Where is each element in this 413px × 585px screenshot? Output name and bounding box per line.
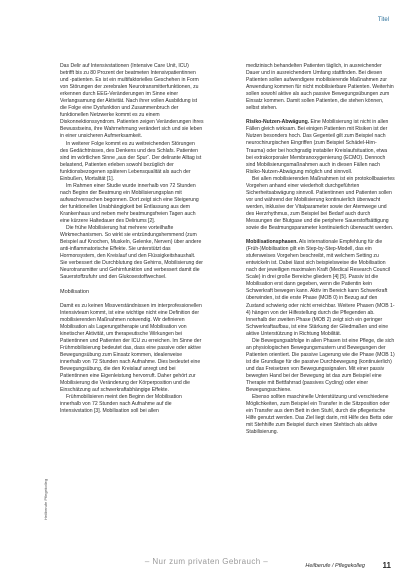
- paragraph: Ebenso sollten maschinelle Unterstützung und verschiedene Möglichkeiten, zum Beispiel ein Transfer in die Sitzposition oder ein Transfer aus dem Bett in den Stuhl, durch die pflegerische Hilfe genutzt werden. Das Ziel liegt darin, mit Hilfe des Betts oder mit Stehhilfe zum Beispiel durch einen Stehtisch als aktive Stabilisierung.: [246, 394, 393, 436]
- page-number: 11: [382, 561, 391, 570]
- side-note: Heilberufe Pflegekolleg: [43, 478, 48, 520]
- paragraph: Frühmobilisieren meint den Beginn der Mobilisation innerhalb von 72 Stunden nach Aufnahme auf die Intensivstation [3]. Mobilisation soll bei allen: [60, 394, 182, 415]
- paragraph: In weiterer Folge kommt es zu weitreichenden Störungen des Gedächtnisses, des Denkens und des Schlafs. Patienten sind im wörtlichen Sinne „aus der Spur“. Der delirante Alltag ist belastend, Patienten erleben sowohl bezüglich der funktionsbezogenen späteren Lebensqualität als auch der Einbußen, Mortalität [1].: [60, 140, 202, 182]
- section-label: Titel: [377, 17, 389, 23]
- left-column: [60, 63, 204, 415]
- paragraph: Im Rahmen einer Studie wurde innerhalb von 72 Stunden nach Beginn der Beatmung ein Mobilisierungsplan mit aufwachversuchen begonnen. Dort zeigt sich eine Steigerung der funktionellen Unabhängigkeit bei Entlassung aus dem Krankenhaus und neben mehr beatmungsfreien Tagen auch eine kürzere Haltedauer des Deliriums [2].: [60, 182, 199, 225]
- paragraph-text: Eine Mobilisierung ist nicht in allen Fällen gleich wirksam. Bei einigen Patienten mit Risiken ist der Nutzen besonders hoch. Das Gegenteil gilt zum Beispiel nach neurochirurgischen Eingriffen (zum Beispiel Schädel-Hirn-Trauma) oder bei hochgradig instabiler Kreislaufsituation, etwa bei extrakorporaler Membranoxygenierung (ECMO). Dennoch sind Mobilisierungsmaßnahmen auch in diesen Fällen nach Risiko-Nutzen-Abwägung möglich und sinnvoll.: [246, 119, 389, 175]
- right-column: [246, 63, 395, 436]
- paragraph-text: Als internationale Empfehlung für die (Früh-)Mobilisation gilt ein Step-by-Step-Modell, das ein stufenweises Vorgehen beschreibt, mit welchem Setting zu entwickeln ist. Dabei lässt sich beispielsweise die Mobilisation nach der jeweiligen maximalen Kraft (Medical Research Council Scale) in drei große Bereiche gliedern [4] [5]. Passiv ist die Mobilisation erst dann gegeben, wenn die Patientin kein Schwerkraft bewegen kann. Aktiv im Bereich kann Schwerkraft überwinden, ist die erste Phase (MOB 0) in Bezug auf den Zustand schwierig oder nicht erreichbar. Weitere Phasen (MOB 1-4) hängen von der Hilfestellung durch die Pflegenden ab. Innerhalb der zweiten Phase (MOB 2) zeigt sich ein geringer Schwerkraftaufbau, ist eine Stärkung der Gliedmaßen und eine aktive Unterstützung in Richtung Mobilität.: [246, 239, 395, 337]
- watermark-text: – Nur zum privaten Gebrauch –: [144, 557, 269, 566]
- paragraph: Das Delir auf Intensivstationen (Intensive Care Unit, ICU) betrifft bis zu 80 Prozent der beatmeten Intensivpatientinnen und -patienten. Es ist ein multifaktorielles Geschehen in Form von Störungen der zerebralen Neurotransmitterfunktionen, zu erkennen durch EEG-Veränderungen im Sinne einer Verlangsamung der Aktivität. Nach ihrer vollen Ausbildung ist die Folge eine Dysfunktion und Zusammenbruch der funktionellen Netzwerke kommt es zu einem Diskonnektionssyndrom. Patienten zeigen Veränderungen ihres Bewusstseins, ihre Wahrnehmung verändert sich und sie leben in einer unsicheren Aufmerksamkeit.: [60, 63, 204, 140]
- paragraph: Bei allen mobilisierenden Maßnahmen ist ein protokollbasiertes Vorgehen anhand einer wiederholt durchgeführten Sicherheitsabwägung sinnvoll. Patientinnen und Patienten sollen vor und während der Mobilisierung kontinuierlich überwacht werden, inklusive der Vitalparameter sowie der Atemwege und des Herzrhythmus, zum Beispiel bei Bedarf auch durch Messungen der Blutgase und die periphere Sauerstoffsättigung sowie die Beatmungsparameter kontinuierlich überwacht werden.: [246, 175, 395, 232]
- paragraph: Damit es zu keinen Missverständnissen im interprofessionellen Intensivteam kommt, ist eine wichtige nicht eine Definition der mobilisierenden Maßnahmen notwendig. Wir definieren Mobilisation als Lagerungstherapie und Mobilisation von kinetischer Aktivität, um therapeutische Wirkungen bei Patientinnen und Patienten der ICU zu erreichen. Im Sinne der Frühmobilisierung bedeutet das, dass eine passive oder aktive Bewegungsübung zum Einsatz kommen, idealerweise innerhalb von 72 Stunden nach Aufnahme. Dies bedeutet eine Bewegungsübung, die den Kreislauf anregt und bei Patientinnen eine Eigenleistung hervorruft. Daher gehört zur Mobilisierung die Veränderung der Körperposition und die Einschätzung auf schwerkraftabhängige Effekte.: [60, 302, 202, 394]
- section-heading: Mobilisation: [60, 289, 90, 296]
- journal-name: Heilberufe / Pflegekolleg: [305, 563, 365, 569]
- run-in-heading: Mobilisationsphasen.: [246, 239, 298, 246]
- run-in-heading: Risiko-Nutzen-Abwägung.: [246, 119, 310, 126]
- paragraph: [246, 119, 395, 175]
- paragraph: [246, 239, 395, 338]
- paragraph: Die Bewegungsabfolge in allen Phasen ist eine Pflege, die sich an physiologischen Bewegungsmustern und Bewegungen der Patienten orientiert. Die passive Lagerung wie die Phase (MOB 1) ist die Grundlage für die passive Durchbewegung (kontinuierlich) und das Freisetzen von Bewegungssignalen. Mit einer passiv bewegten Hand bei der Bewegung ist das zum Beispiel eine Therapie mit Bettfahrrad (passives Cycling) oder einer Bewegungsschiene.: [246, 337, 395, 394]
- paragraph: Die frühe Mobilisierung hat mehrere vorteilhafte Wirkmechanismen. So wirkt sie entzündungshemmend (zum Beispiel auf Knochen, Muskeln, Gelenke, Nerven) über andere anti-inflammatorische Effekte. Sie unterstützt das Hormonsystem, den Kreislauf und den Flüssigkeitshaushalt. Sie verbessert die Durchblutung des Gehirns, Mobilisierung der Neurotransmitter und Gehirnfunktion und verbessert damit die Sauerstoffzufuhr und den Glukosestoffwechsel.: [60, 225, 203, 281]
- paragraph: medizinisch behandelten Patienten täglich, in ausreichender Dauer und in ausreichendem Umfang stattfinden. Bei diesen Patienten sollen aufwendigere mobilisierende Maßnahmen zur Anwendung kommen für nicht mobilisierbare Patienten. Weiterhin sollen sowohl aktive als auch passive Bewegungsübungen zum Einsatz kommen. Damit sollen Patienten, die stehen können, selbst stehen.: [246, 63, 394, 112]
